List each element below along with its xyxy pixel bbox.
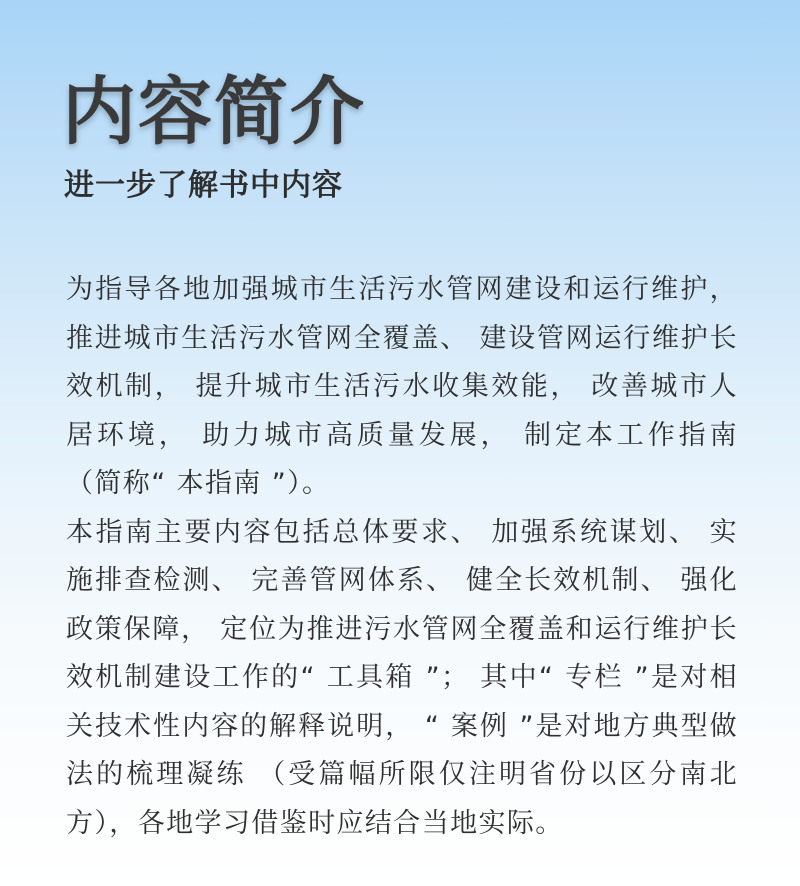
page-title: 内容简介 [62,69,366,155]
header [62,64,366,206]
intro-paragraph-2: 本指南主要内容包括总体要求、 加强系统谋划、 实施排查检测、 完善管网体系、 健全长效机制、 强化政策保障， 定位为推进污水管网全覆盖和运行维护长效机制建设工作的“ 工具箱 ”； 其中“ 专栏 ”是对相关技术性内容的解释说明， “ 案例 ”是对地方典型做法的梳理凝练 （受篇幅所限仅注明省份以区分南北方），各地学习借鉴时应结合当地实际。 [66,516,738,839]
page-subtitle: 进一步了解书中内容 [64,168,343,203]
intro-body [66,266,738,848]
intro-paragraph-1: 为指导各地加强城市生活污水管网建设和运行维护， 推进城市生活污水管网全覆盖、 建设管网运行维护长效机制， 提升城市生活污水收集效能， 改善城市人居环境， 助力城市高质量发展， 制定本工作指南（简称“ 本指南 ”）。 [66,274,738,499]
